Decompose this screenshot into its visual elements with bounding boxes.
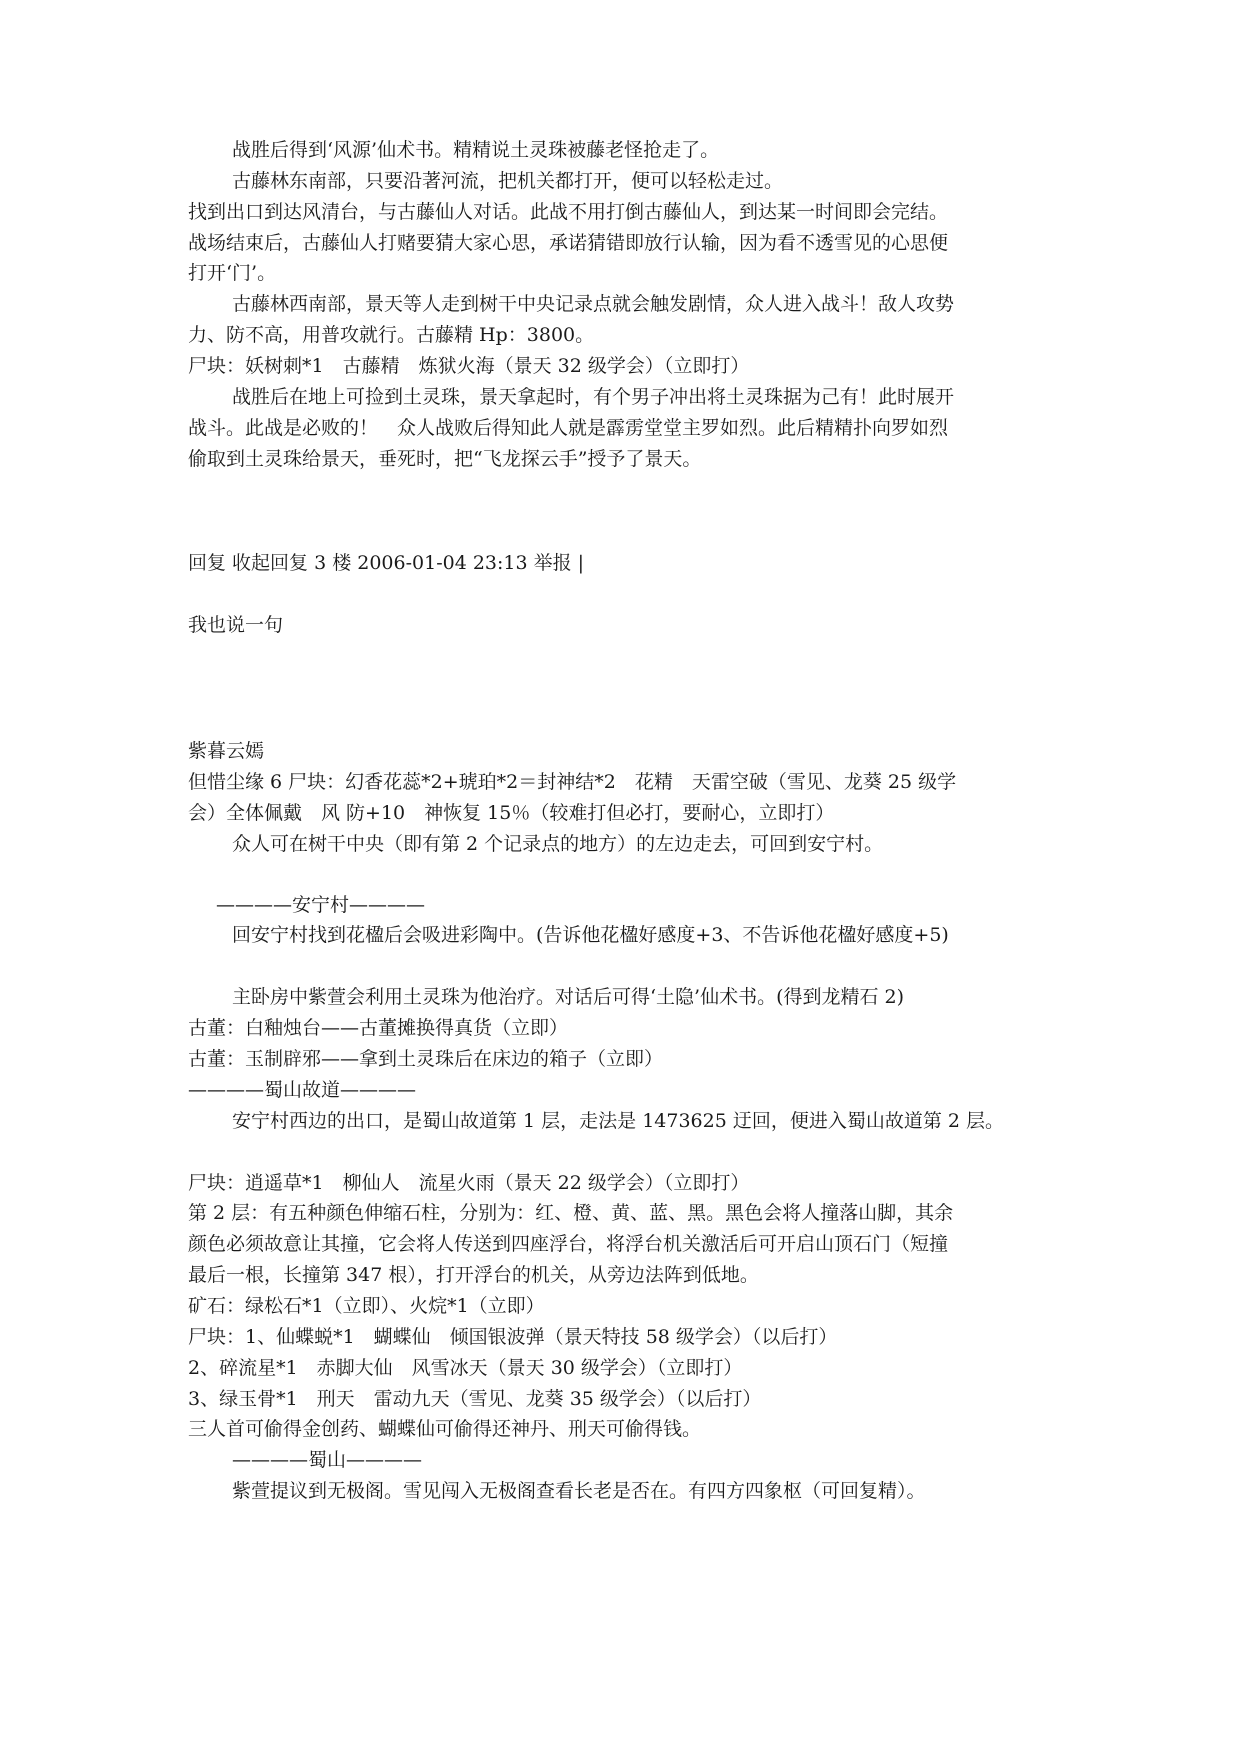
paragraph-line: 古董：玉制辟邪——拿到土灵珠后在床边的箱子（立即）	[188, 1048, 664, 1070]
paragraph-line: 回安宁村找到花楹后会吸进彩陶中。(告诉他花楹好感度+3、不告诉他花楹好感度+5)	[232, 924, 949, 946]
author-name: 紫暮云嫣	[188, 740, 265, 762]
paragraph-line: 3、绿玉骨*1 刑天 雷动九天（雪见、龙葵 35 级学会）（以后打）	[188, 1388, 762, 1410]
paragraph-line: 2、碎流星*1 赤脚大仙 风雪冰天（景天 30 级学会）（立即打）	[188, 1357, 743, 1379]
paragraph-line: 安宁村西边的出口，是蜀山故道第 1 层，走法是 1473625 迂回，便进入蜀山故道第 2 层。	[232, 1110, 1005, 1132]
paragraph-line: 第 2 层：有五种颜色伸缩石柱，分别为：红、橙、黄、蓝、黑。黑色会将人撞落山脚，其余	[188, 1202, 954, 1224]
section-heading: ————蜀山故道————	[188, 1079, 417, 1101]
paragraph-line: 会）全体佩戴 风 防+10 神恢复 15％（较难打但必打，要耐心，立即打）	[188, 802, 835, 824]
paragraph-line: 战斗。此战是必败的！ 众人战败后得知此人就是霹雳堂堂主罗如烈。此后精精扑向罗如烈	[188, 417, 949, 439]
paragraph-line: 矿石：绿松石*1（立即）、火烷*1（立即）	[188, 1295, 545, 1317]
paragraph-line: 但惜尘缘 6 尸块：幻香花蕊*2+琥珀*2＝封神结*2 花精 天雷空破（雪见、龙葵 25 级学	[188, 771, 957, 793]
paragraph-line: 力、防不高，用普攻就行。古藤精 Hp：3800。	[188, 324, 595, 346]
paragraph-line: 找到出口到达风清台，与古藤仙人对话。此战不用打倒古藤仙人，到达某一时间即会完结。	[188, 201, 949, 223]
paragraph-line: 战胜后在地上可捡到土灵珠，景天拿起时，有个男子冲出将土灵珠据为己有！此时展开	[232, 386, 955, 408]
paragraph-line: 打开‘门’。	[188, 262, 277, 284]
paragraph-line: 战胜后得到‘风源’仙术书。精精说土灵珠被藤老怪抢走了。	[232, 139, 720, 161]
paragraph-line: 古董：白釉烛台——古董摊换得真货（立即）	[188, 1017, 569, 1039]
paragraph-line: 战场结束后，古藤仙人打赌要猜大家心思，承诺猜错即放行认输，因为看不透雪见的心思便	[188, 232, 949, 254]
section-heading: ————安宁村————	[216, 894, 426, 916]
paragraph-line: 紫萱提议到无极阁。雪见闯入无极阁查看长老是否在。有四方四象枢（可回复精）。	[232, 1480, 926, 1502]
paragraph-line: 三人首可偷得金创药、蝴蝶仙可偷得还神丹、刑天可偷得钱。	[188, 1418, 702, 1440]
section-heading: ————蜀山————	[232, 1449, 423, 1471]
paragraph-line: 偷取到土灵珠给景天，垂死时，把“飞龙探云手”授予了景天。	[188, 448, 702, 470]
post-footer-line: 回复 收起回复 3 楼 2006-01-04 23:13 举报 |	[188, 552, 585, 574]
paragraph-line: 尸块：逍遥草*1 柳仙人 流星火雨（景天 22 级学会）（立即打）	[188, 1172, 750, 1194]
paragraph-line: 最后一根，长撞第 347 根），打开浮台的机关，从旁边法阵到低地。	[188, 1264, 759, 1286]
paragraph-line: 古藤林西南部，景天等人走到树干中央记录点就会触发剧情，众人进入战斗！敌人攻势	[232, 293, 955, 315]
paragraph-line: 主卧房中紫萱会利用土灵珠为他治疗。对话后可得‘土隐’仙术书。(得到龙精石 2)	[232, 986, 905, 1008]
paragraph-line: 众人可在树干中央（即有第 2 个记录点的地方）的左边走去，可回到安宁村。	[232, 833, 884, 855]
paragraph-line: 颜色必须故意让其撞，它会将人传送到四座浮台，将浮台机关激活后可开启山顶石门（短撞	[188, 1233, 949, 1255]
paragraph-line: 古藤林东南部，只要沿著河流，把机关都打开，便可以轻松走过。	[232, 170, 784, 192]
reply-prompt: 我也说一句	[188, 614, 284, 636]
paragraph-line: 尸块：1、仙蝶蜕*1 蝴蝶仙 倾国银波弹（景天特技 58 级学会）（以后打）	[188, 1326, 838, 1348]
paragraph-line: 尸块：妖树刺*1 古藤精 炼狱火海（景天 32 级学会）（立即打）	[188, 355, 750, 377]
